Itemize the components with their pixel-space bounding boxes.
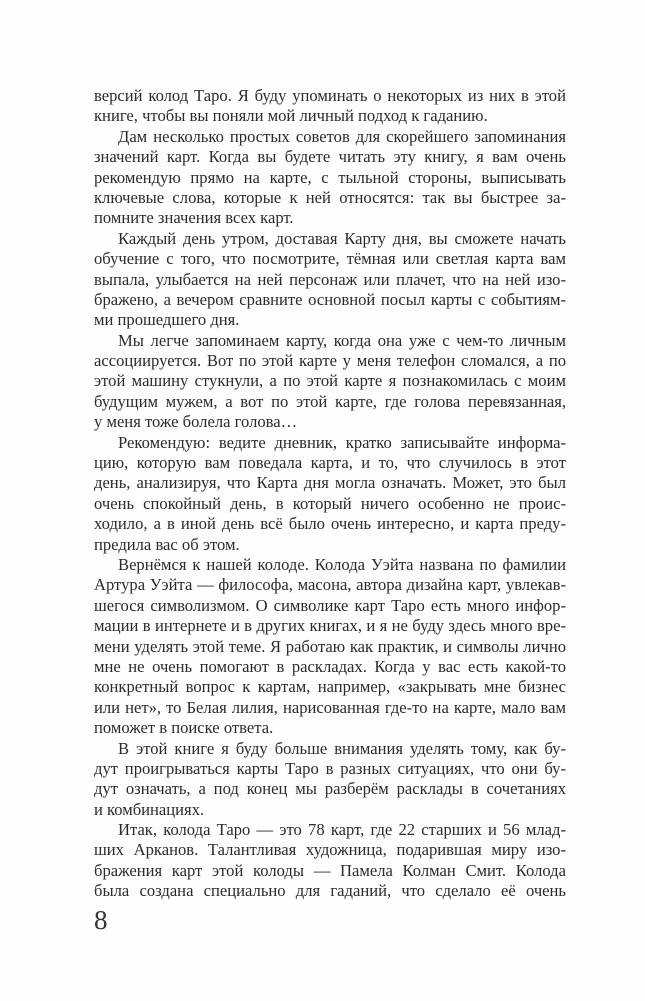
paragraph-first-line: Вернёмся к нашей колоде. Колода Уэйта названа по фамилии (118, 554, 566, 574)
body-text (94, 86, 566, 902)
text-line: шегося символизмом. О символике карт Таро есть много инфор- (94, 595, 566, 615)
text-line: предила вас об этом. (94, 534, 240, 554)
paragraph-first-line: В этой книге я буду больше внимания уделять тому, как бу- (118, 738, 566, 758)
text-line: помните значения всех карт. (94, 208, 294, 228)
text-line: дут проигрываться карты Таро в разных ситуациях, что они бу- (94, 758, 566, 778)
text-line: мации в интернете и в других книгах, и я не буду здесь много вре- (94, 616, 566, 636)
text-line: конкретный вопрос к картам, например, «закрывать мне бизнес (94, 677, 566, 697)
text-line: этой машину стукнули, а по этой карте я познакомилась с моим (94, 371, 566, 391)
text-line: обучение с того, что посмотрите, тёмная или светлая карта вам (94, 249, 566, 269)
text-line: Артура Уэйта — философа, масона, автора дизайна карт, увлекав- (94, 575, 566, 595)
paragraph-first-line: Мы легче запоминаем карту, когда она уже с чем-то личным (118, 330, 566, 350)
text-line: значений карт. Когда вы будете читать эту книгу, я вам очень (94, 147, 566, 167)
paragraph-first-line: Рекомендую: ведите дневник, кратко записывайте информа- (118, 432, 566, 452)
text-line: рекомендую прямо на карте, с тыльной стороны, выписывать (94, 167, 566, 187)
paragraph-first-line: Каждый день утром, доставая Карту дня, вы сможете начать (118, 228, 566, 248)
text-line: мени уделять этой теме. Я работаю как практик, и символы лично (94, 636, 566, 656)
text-line: или нет», то Белая лилия, нарисованная где-то на карте, мало вам (94, 697, 566, 717)
text-line: выпала, улыбается на ней персонаж или плачет, что на ней изо- (94, 269, 566, 289)
text-line: очень спокойный день, в который ничего особенно не проис- (94, 493, 566, 513)
text-line: у меня тоже болела голова… (94, 412, 298, 432)
paragraph-first-line: Итак, колода Таро — это 78 карт, где 22 старших и 56 млад- (118, 820, 566, 840)
text-line: ших Арканов. Талантливая художница, подарившая миру изо- (94, 840, 566, 860)
text-line: ми прошедшего дня. (94, 310, 240, 330)
text-line: ключевые слова, которые к ней относятся: так вы быстрее за- (94, 187, 566, 207)
text-line: ассоциируется. Вот по этой карте у меня телефон сломался, а по (94, 351, 566, 371)
text-line: была создана специально для гаданий, что сделало её очень (94, 881, 566, 901)
text-line: и комбинациях. (94, 799, 205, 819)
text-line: ходило, а в иной день всё было очень интересно, и карта преду- (94, 514, 566, 534)
text-line: день, анализируя, что Карта дня могла означать. Может, это был (94, 473, 566, 493)
text-line: будущим мужем, а вот по этой карте, где голова перевязанная, (94, 391, 566, 411)
text-line: бражено, а вечером сравните основной посыл карты с событиям- (94, 289, 566, 309)
text-line: дут означать, а под конец мы разберём расклады в сочетаниях (94, 779, 566, 799)
text-line: цию, которую вам поведала карта, и то, что случилось в этот (94, 453, 566, 473)
text-line: версий колод Таро. Я буду упоминать о некоторых из них в этой (94, 86, 566, 105)
page-number: 8 (94, 905, 108, 935)
paragraph-first-line: Дам несколько простых советов для скорейшего запоминания (118, 126, 566, 146)
text-line: книге, чтобы вы поняли мой личный подход к гаданию. (94, 106, 488, 126)
text-line: поможет в поиске ответа. (94, 718, 274, 738)
text-line: мне не очень помогают в раскладах. Когда у вас есть какой-то (94, 656, 566, 676)
text-line: бражения карт этой колоды — Памела Колман Смит. Колода (94, 860, 566, 880)
